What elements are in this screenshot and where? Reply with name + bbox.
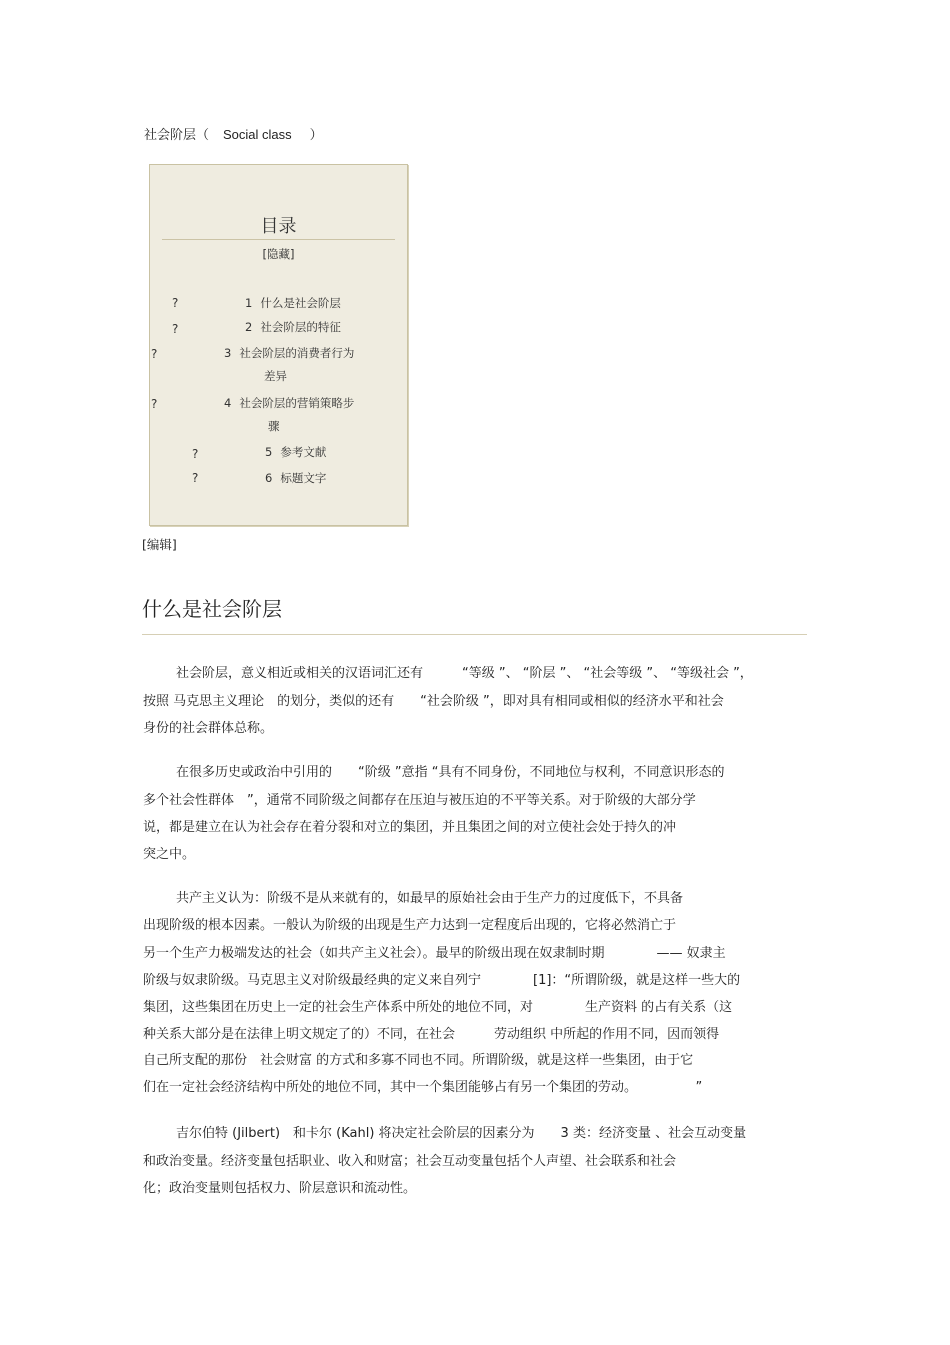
paragraph-4-line-3: 化；政治变量则包括权力、阶层意识和流动性。: [143, 1181, 417, 1196]
page-title: [144, 124, 323, 143]
paragraph-1-line-1: 社会阶层，意义相近或相关的汉语词汇还有 “等级 ”、 “阶层 ”、 “社会等级 ”、 “等级社会 ”，: [176, 666, 753, 681]
toc-item-3-continuation[interactable]: 差异: [264, 369, 287, 383]
paragraph-3-line-4: 阶级与奴隶阶级。马克思主义对阶级最经典的定义来自列宁 [1]：“所谓阶级，就是这样一些大的: [143, 973, 741, 988]
toc-bullet-icon: ?: [172, 296, 179, 310]
toc-bullet-icon: ?: [192, 471, 199, 485]
paragraph-4-line-1: 吉尔伯特 (Jilbert) 和卡尔 (Kahl) 将决定社会阶层的因素分为 3 类：经济变量 、社会互动变量: [176, 1126, 747, 1141]
paragraph-3-line-7: 自己所支配的那份 社会财富 的方式和多寡不同也不同。所谓阶级，就是这样一些集团，由于它: [143, 1053, 694, 1068]
section-heading: 什么是社会阶层: [142, 597, 282, 621]
edit-link[interactable]: [编辑]: [142, 537, 177, 552]
toc-item-5[interactable]: 5 参考文献: [265, 445, 327, 459]
paragraph-3-line-3: 另一个生产力极端发达的社会（如共产主义社会）。最早的阶级出现在奴隶制时期 —— 奴隶主: [143, 946, 726, 961]
page-title-zh: 社会阶层（: [144, 128, 210, 143]
paragraph-3-line-5: 集团，这些集团在历史上一定的社会生产体系中所处的地位不同，对 生产资料 的占有关系（这: [143, 1000, 733, 1015]
toc-divider: [162, 239, 395, 240]
toc-item-2[interactable]: 2 社会阶层的特征: [245, 320, 341, 334]
paragraph-2-line-2: 多个社会性群体 ”，通常不同阶级之间都存在压迫与被压迫的不平等关系。对于阶级的大部分学: [143, 793, 696, 808]
toc-bullet-icon: ?: [151, 347, 158, 361]
paragraph-3-line-2: 出现阶级的根本因素。一般认为阶级的出现是生产力达到一定程度后出现的，它将必然消亡于: [143, 918, 677, 933]
paragraph-2-line-4: 突之中。: [143, 847, 196, 862]
paragraph-1-line-2: 按照 马克思主义理论 的划分，类似的还有 “社会阶级 ”，即对具有相同或相似的经济水平和社会: [143, 694, 724, 709]
page-title-close: ）: [309, 128, 323, 143]
toc-item-6[interactable]: 6 标题文字: [265, 471, 327, 485]
paragraph-2-line-1: 在很多历史或政治中引用的 “阶级 ”意指 “具有不同身份，不同地位与权利，不同意识形态的: [176, 765, 725, 780]
table-of-contents: [149, 164, 408, 526]
toc-item-4[interactable]: 4 社会阶层的营销策略步: [224, 396, 355, 410]
paragraph-2-line-3: 说，都是建立在认为社会存在着分裂和对立的集团，并且集团之间的对立使社会处于持久的冲: [143, 820, 677, 835]
toc-bullet-icon: ?: [151, 397, 158, 411]
toc-bullet-icon: ?: [192, 447, 199, 461]
paragraph-3-line-8: 们在一定社会经济结构中所处的地位不同，其中一个集团能够占有另一个集团的劳动。 ”: [143, 1080, 703, 1095]
paragraph-1-line-3: 身份的社会群体总称。: [143, 721, 274, 736]
toc-heading: 目录: [260, 216, 297, 237]
section-divider: [142, 634, 807, 635]
toc-item-3[interactable]: 3 社会阶层的消费者行为: [224, 346, 355, 360]
toc-item-4-continuation[interactable]: 骤: [268, 419, 280, 433]
page-title-en: Social class: [223, 127, 292, 142]
paragraph-3-line-6: 种关系大部分是在法律上明文规定了的）不同，在社会 劳动组织 中所起的作用不同，因而领得: [143, 1027, 720, 1042]
toc-hide-link[interactable]: [隐藏]: [262, 247, 295, 261]
toc-bullet-icon: ?: [172, 322, 179, 336]
paragraph-4-line-2: 和政治变量。经济变量包括职业、收入和财富；社会互动变量包括个人声望、社会联系和社会: [143, 1154, 677, 1169]
paragraph-3-line-1: 共产主义认为：阶级不是从来就有的，如最早的原始社会由于生产力的过度低下，不具备: [176, 891, 684, 906]
toc-item-1[interactable]: 1 什么是社会阶层: [245, 296, 341, 310]
